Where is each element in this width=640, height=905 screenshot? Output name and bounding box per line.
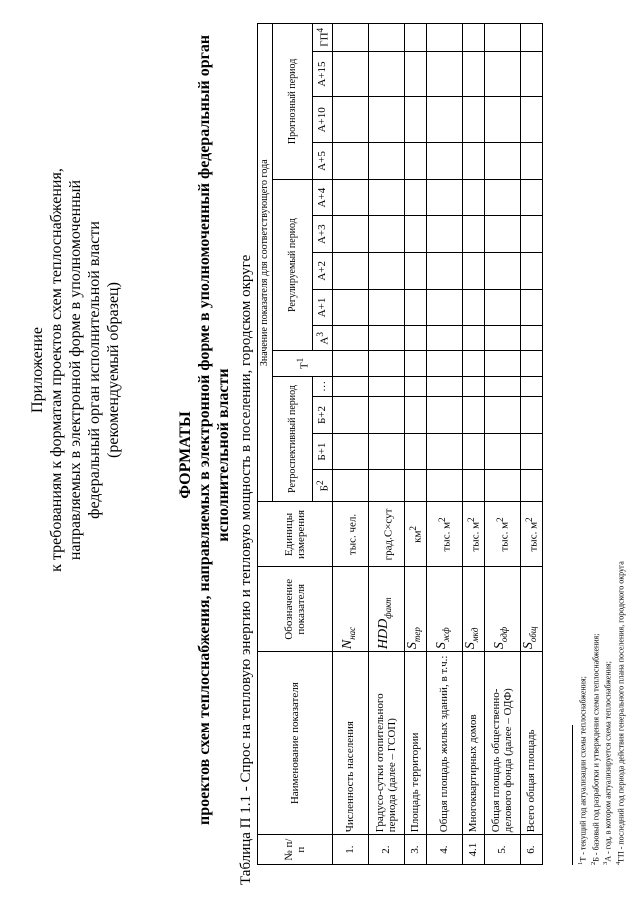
- footnote: $^4$ГП - последний год периода действия генерального плана поселения, городского округа: [614, 561, 626, 865]
- value-cell: [404, 97, 426, 143]
- table-row: [426, 24, 462, 865]
- table-caption: Таблица П 1.1 - Спрос на тепловую энергию и тепловую мощность в поселении, городском округе: [238, 254, 254, 885]
- value-cell: [332, 470, 368, 502]
- value-cell: [404, 179, 426, 216]
- value-cell: [368, 179, 404, 216]
- value-cell: [368, 216, 404, 253]
- value-cell: [462, 397, 484, 434]
- value-cell: [462, 470, 484, 502]
- value-cell: [404, 289, 426, 326]
- value-cell: [332, 143, 368, 180]
- value-cell: [426, 253, 462, 290]
- footnote: $^1$Т - текущий год актуализации схемы теплоснабжения;: [577, 676, 588, 865]
- row-unit: $км^2$: [404, 502, 426, 567]
- value-cell: [462, 289, 484, 326]
- value-cell: [462, 97, 484, 143]
- row-num: 3.: [404, 835, 426, 865]
- value-cell: [332, 97, 368, 143]
- value-cell: [462, 216, 484, 253]
- value-cell: [404, 376, 426, 397]
- value-cell: [368, 376, 404, 397]
- value-cell: [520, 97, 542, 143]
- title-heading: ФОРМАТЫ: [177, 411, 194, 499]
- row-symbol: $S_{мкд}$: [462, 567, 484, 652]
- table-row: [484, 24, 520, 865]
- value-cell: [520, 289, 542, 326]
- value-cell: [484, 470, 520, 502]
- value-cell: [426, 51, 462, 97]
- row-num: 1.: [332, 835, 368, 865]
- row-unit: град.С×сут: [368, 502, 404, 567]
- value-cell: [368, 97, 404, 143]
- appendix-line: к требованиям к форматам проектов схем теплоснабжения,: [48, 168, 65, 572]
- row-unit: тыс. $м^2$: [484, 502, 520, 567]
- value-cell: [520, 143, 542, 180]
- row-unit: тыс. чел.: [332, 502, 368, 567]
- value-cell: [404, 397, 426, 434]
- header-symbol: Обозначение показателя: [258, 567, 333, 652]
- value-cell: [520, 253, 542, 290]
- value-cell: [368, 397, 404, 434]
- header-a3: А+3: [313, 216, 333, 253]
- table-row: [332, 24, 368, 865]
- value-cell: [426, 179, 462, 216]
- footnotes: [576, 561, 627, 865]
- value-cell: [462, 143, 484, 180]
- value-cell: [426, 24, 462, 52]
- value-cell: [404, 433, 426, 470]
- appendix-line: направляемых в электронной форме в уполномоченный: [67, 179, 84, 561]
- value-cell: [484, 51, 520, 97]
- value-cell: [404, 470, 426, 502]
- value-cell: [426, 216, 462, 253]
- value-cell: [520, 397, 542, 434]
- header-gp: $ГП^4$: [313, 24, 333, 52]
- footnote: $^2$Б - базовый год разработки и утверждения схемы теплоснабжения;: [589, 633, 601, 865]
- row-name: Общая площадь жилых зданий, в т.ч.:: [426, 652, 462, 835]
- header-b1: Б+1: [313, 433, 333, 470]
- row-num: 4.1: [462, 835, 484, 865]
- appendix-line: Приложение: [29, 327, 46, 413]
- header-dots: …: [313, 376, 333, 397]
- header-a4: А+4: [313, 179, 333, 216]
- value-cell: [484, 179, 520, 216]
- value-cell: [484, 376, 520, 397]
- value-cell: [404, 51, 426, 97]
- value-cell: [462, 24, 484, 52]
- value-cell: [520, 433, 542, 470]
- appendix-block: [28, 135, 123, 605]
- value-cell: [462, 253, 484, 290]
- value-cell: [426, 397, 462, 434]
- value-cell: [520, 470, 542, 502]
- value-cell: [520, 216, 542, 253]
- footnote: $^3$А - год, в котором актуализируется схема теплоснабжения;: [602, 661, 613, 865]
- row-symbol: $HDD_{факт}$: [368, 567, 404, 652]
- value-cell: [462, 179, 484, 216]
- value-cell: [332, 376, 368, 397]
- header-name: Наименование показателя: [258, 652, 333, 835]
- value-cell: [484, 253, 520, 290]
- value-cell: [426, 433, 462, 470]
- value-cell: [332, 216, 368, 253]
- row-name: Всего общая площадь: [520, 652, 542, 835]
- value-cell: [332, 351, 368, 376]
- value-cell: [484, 143, 520, 180]
- row-name: Общая площадь общественно-делового фонда (далее – ОДФ): [484, 652, 520, 835]
- header-values-group: Значение показателя для соответствующего года: [258, 24, 273, 502]
- value-cell: [426, 376, 462, 397]
- value-cell: [368, 433, 404, 470]
- value-cell: [404, 143, 426, 180]
- row-symbol: $S_{тер}$: [404, 567, 426, 652]
- value-cell: [426, 289, 462, 326]
- value-cell: [332, 289, 368, 326]
- row-unit: тыс. $м^2$: [426, 502, 462, 567]
- value-cell: [520, 179, 542, 216]
- value-cell: [426, 97, 462, 143]
- value-cell: [368, 351, 404, 376]
- value-cell: [484, 351, 520, 376]
- value-cell: [462, 326, 484, 351]
- header-num: № п/п: [258, 835, 333, 865]
- row-symbol: $N_{нас}$: [332, 567, 368, 652]
- value-cell: [332, 24, 368, 52]
- table-row: [368, 24, 404, 865]
- value-cell: [520, 24, 542, 52]
- row-unit: тыс. $м^2$: [462, 502, 484, 567]
- row-name: Численность населения: [332, 652, 368, 835]
- row-symbol: $S_{жф}$: [426, 567, 462, 652]
- table-row: [520, 24, 542, 865]
- title-line: проектов схем теплоснабжения, направляемых в электронной форме в уполномоченный федеральный орган: [196, 34, 213, 825]
- value-cell: [462, 351, 484, 376]
- value-cell: [484, 24, 520, 52]
- value-cell: [520, 51, 542, 97]
- header-regulated: Регулируемый период: [273, 179, 313, 351]
- value-cell: [520, 376, 542, 397]
- header-a10: А+10: [313, 97, 333, 143]
- value-cell: [426, 351, 462, 376]
- value-cell: [462, 51, 484, 97]
- header-a2: А+2: [313, 253, 333, 290]
- value-cell: [332, 179, 368, 216]
- value-cell: [404, 326, 426, 351]
- appendix-line: (рекомендуемый образец): [105, 282, 122, 458]
- value-cell: [404, 216, 426, 253]
- title-line: исполнительной власти: [215, 368, 232, 542]
- table-row: [404, 24, 426, 865]
- header-a15: А+15: [313, 51, 333, 97]
- appendix-line: федеральный орган исполнительной власти: [86, 221, 103, 519]
- footnote-rule: [572, 725, 573, 865]
- value-cell: [368, 326, 404, 351]
- value-cell: [368, 51, 404, 97]
- value-cell: [332, 51, 368, 97]
- demand-table: [257, 23, 543, 865]
- header-a5: А+5: [313, 143, 333, 180]
- value-cell: [368, 24, 404, 52]
- table-row: [462, 24, 484, 865]
- value-cell: [426, 143, 462, 180]
- row-symbol: $S_{одф}$: [484, 567, 520, 652]
- value-cell: [426, 470, 462, 502]
- row-num: 4.: [426, 835, 462, 865]
- header-forecast: Прогнозный период: [273, 24, 313, 180]
- value-cell: [404, 24, 426, 52]
- value-cell: [484, 289, 520, 326]
- value-cell: [520, 326, 542, 351]
- value-cell: [404, 351, 426, 376]
- row-name: Площадь территории: [404, 652, 426, 835]
- value-cell: [332, 326, 368, 351]
- value-cell: [484, 216, 520, 253]
- header-b: $Б^2$: [313, 470, 333, 502]
- header-unit: Единицы измерения: [258, 502, 333, 567]
- value-cell: [368, 470, 404, 502]
- row-num: 2.: [368, 835, 404, 865]
- value-cell: [404, 253, 426, 290]
- value-cell: [484, 326, 520, 351]
- value-cell: [332, 433, 368, 470]
- row-unit: тыс. $м^2$: [520, 502, 542, 567]
- value-cell: [484, 397, 520, 434]
- value-cell: [520, 351, 542, 376]
- row-name: Градусо-сутки отопительного периода (далее – ГСОП): [368, 652, 404, 835]
- row-name: Многоквартирных домов: [462, 652, 484, 835]
- row-symbol: $S_{общ}$: [520, 567, 542, 652]
- header-a: $А^3$: [313, 326, 333, 351]
- document-title: [176, 34, 233, 825]
- value-cell: [368, 143, 404, 180]
- value-cell: [332, 397, 368, 434]
- value-cell: [332, 253, 368, 290]
- value-cell: [368, 289, 404, 326]
- value-cell: [462, 376, 484, 397]
- header-t: $Т^1$: [273, 351, 333, 376]
- row-num: 6.: [520, 835, 542, 865]
- value-cell: [484, 433, 520, 470]
- value-cell: [462, 433, 484, 470]
- header-retro: Ретроспективный период: [273, 376, 313, 502]
- value-cell: [368, 253, 404, 290]
- header-b2: Б+2: [313, 397, 333, 434]
- row-num: 5.: [484, 835, 520, 865]
- header-a1: А+1: [313, 289, 333, 326]
- value-cell: [426, 326, 462, 351]
- value-cell: [484, 97, 520, 143]
